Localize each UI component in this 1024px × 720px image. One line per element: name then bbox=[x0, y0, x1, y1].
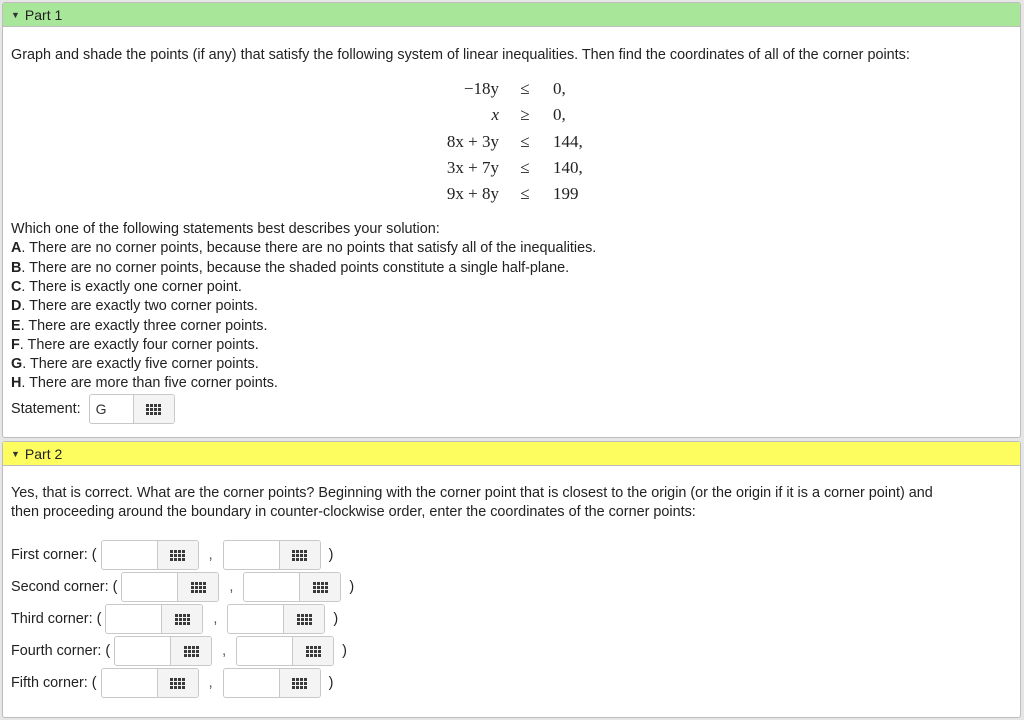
option-letter: A bbox=[11, 240, 22, 256]
corner-x-value[interactable] bbox=[122, 573, 177, 601]
corner-row-fourth bbox=[11, 636, 347, 666]
corner-label: Second corner: ( bbox=[11, 579, 118, 595]
inequality-rhs: 140, bbox=[553, 158, 583, 177]
corner-label: Fifth corner: ( bbox=[11, 675, 97, 691]
option-e bbox=[11, 318, 268, 334]
option-g bbox=[11, 356, 259, 372]
corner-x-input[interactable] bbox=[114, 636, 212, 666]
keypad-button[interactable] bbox=[292, 637, 333, 665]
corner-row-fifth bbox=[11, 668, 333, 698]
comma: , bbox=[222, 643, 227, 659]
corner-y-input[interactable] bbox=[236, 636, 334, 666]
keypad-icon[interactable] bbox=[191, 582, 206, 593]
corner-y-value[interactable] bbox=[244, 573, 299, 601]
keypad-button[interactable] bbox=[299, 573, 340, 601]
keypad-button[interactable] bbox=[161, 605, 202, 633]
part1-header[interactable] bbox=[3, 3, 1020, 27]
feedback-line-2: then proceeding around the boundary in counter-clockwise order, enter the coordinates of the corner points: bbox=[11, 504, 696, 520]
option-text: . There are more than five corner points. bbox=[21, 375, 278, 391]
close-paren: ) bbox=[328, 547, 334, 563]
corner-x-input[interactable] bbox=[101, 540, 199, 570]
statement-value[interactable]: G bbox=[95, 401, 107, 417]
close-paren: ) bbox=[342, 643, 347, 659]
keypad-icon[interactable] bbox=[313, 582, 328, 593]
keypad-icon[interactable] bbox=[175, 614, 190, 625]
part2-panel bbox=[2, 441, 1021, 718]
inequality-rhs: 0, bbox=[553, 105, 566, 124]
option-h bbox=[11, 375, 278, 391]
inequality-rhs: 0, bbox=[553, 79, 566, 98]
corner-y-value[interactable] bbox=[237, 637, 292, 665]
part1-title: Part 1 bbox=[24, 6, 63, 23]
corner-label: Fourth corner: ( bbox=[11, 643, 111, 659]
corner-x-value[interactable] bbox=[102, 669, 157, 697]
corner-x-input[interactable] bbox=[121, 572, 219, 602]
inequality-operator: ≤ bbox=[520, 79, 530, 98]
corner-y-input[interactable] bbox=[243, 572, 341, 602]
corner-x-input[interactable] bbox=[105, 604, 203, 634]
inequality-rhs: 144, bbox=[553, 132, 583, 151]
option-letter: C bbox=[11, 279, 22, 295]
corner-y-value[interactable] bbox=[228, 605, 283, 633]
option-text: . There is exactly one corner point. bbox=[21, 279, 242, 295]
corner-y-value[interactable] bbox=[224, 669, 279, 697]
keypad-icon[interactable] bbox=[297, 614, 312, 625]
inequality-operator: ≤ bbox=[520, 184, 530, 203]
corner-row-first bbox=[11, 540, 333, 570]
keypad-icon[interactable] bbox=[146, 404, 161, 415]
keypad-button[interactable] bbox=[133, 395, 174, 423]
keypad-button[interactable] bbox=[170, 637, 211, 665]
keypad-icon[interactable] bbox=[292, 550, 307, 561]
corner-y-input[interactable] bbox=[227, 604, 325, 634]
part2-title: Part 2 bbox=[24, 445, 63, 462]
part2-header[interactable] bbox=[3, 442, 1020, 466]
keypad-button[interactable] bbox=[157, 541, 198, 569]
inequality-row bbox=[3, 184, 1020, 204]
corner-row-second bbox=[11, 572, 354, 602]
statement-input[interactable] bbox=[89, 394, 175, 424]
inequality-lhs: x bbox=[491, 105, 499, 124]
corner-x-value[interactable] bbox=[102, 541, 157, 569]
comma: , bbox=[213, 611, 218, 627]
option-letter: B bbox=[11, 260, 22, 276]
keypad-icon[interactable] bbox=[306, 646, 321, 657]
inequality-operator: ≥ bbox=[520, 105, 530, 124]
option-letter: H bbox=[11, 375, 22, 391]
keypad-icon[interactable] bbox=[170, 550, 185, 561]
keypad-button[interactable] bbox=[279, 541, 320, 569]
inequality-row bbox=[3, 105, 1020, 125]
comma: , bbox=[229, 579, 234, 595]
corner-y-input[interactable] bbox=[223, 668, 321, 698]
keypad-button[interactable] bbox=[279, 669, 320, 697]
inequality-rhs: 199 bbox=[553, 184, 579, 203]
keypad-button[interactable] bbox=[157, 669, 198, 697]
corner-x-input[interactable] bbox=[101, 668, 199, 698]
inequality-lhs: 8x + 3y bbox=[446, 132, 499, 151]
option-c bbox=[11, 279, 242, 295]
option-text: . There are no corner points, because there are no points that satisfy all of the inequalities. bbox=[21, 240, 597, 256]
corner-label: First corner: ( bbox=[11, 547, 97, 563]
inequality-lhs: 9x + 8y bbox=[446, 184, 499, 203]
inequality-lhs: 3x + 7y bbox=[446, 158, 499, 177]
option-letter: D bbox=[11, 298, 22, 314]
option-text: . There are exactly three corner points. bbox=[20, 318, 268, 334]
corner-row-third bbox=[11, 604, 338, 634]
inequality-row bbox=[3, 132, 1020, 152]
inequality-row bbox=[3, 158, 1020, 178]
keypad-button[interactable] bbox=[283, 605, 324, 633]
corner-x-value[interactable] bbox=[106, 605, 161, 633]
option-d bbox=[11, 298, 258, 314]
question-text: Graph and shade the points (if any) that satisfy the following system of linear inequalities. Then find the coordinates of all of the corner points: bbox=[11, 47, 910, 63]
corner-x-value[interactable] bbox=[115, 637, 170, 665]
corner-label: Third corner: ( bbox=[11, 611, 102, 627]
option-letter: E bbox=[11, 318, 21, 334]
corner-y-input[interactable] bbox=[223, 540, 321, 570]
option-b bbox=[11, 260, 569, 276]
option-f bbox=[11, 337, 259, 353]
keypad-icon[interactable] bbox=[170, 678, 185, 689]
close-paren: ) bbox=[328, 675, 334, 691]
caret-down-icon[interactable]: ▼ bbox=[11, 9, 20, 20]
inequality-operator: ≤ bbox=[520, 132, 530, 151]
comma: , bbox=[208, 675, 213, 691]
inequality-operator: ≤ bbox=[520, 158, 530, 177]
feedback-line-1: Yes, that is correct. What are the corner points? Beginning with the corner point that is closest to the origin (or the origin if it is a corner point) and bbox=[11, 485, 933, 501]
option-letter: F bbox=[11, 337, 20, 353]
option-text: . There are exactly five corner points. bbox=[22, 356, 259, 372]
part1-panel bbox=[2, 2, 1021, 438]
caret-down-icon[interactable]: ▼ bbox=[11, 448, 20, 459]
inequality-row bbox=[3, 79, 1020, 99]
statement-label: Statement: bbox=[11, 401, 81, 417]
option-a bbox=[11, 240, 596, 256]
inequality-lhs: −18y bbox=[463, 79, 499, 98]
keypad-button[interactable] bbox=[177, 573, 218, 601]
keypad-icon[interactable] bbox=[184, 646, 199, 657]
option-text: . There are no corner points, because the shaded points constitute a single half-plane. bbox=[21, 260, 570, 276]
option-letter: G bbox=[11, 356, 23, 372]
prompt-text: Which one of the following statements best describes your solution: bbox=[11, 221, 440, 237]
statement-row bbox=[11, 394, 175, 424]
close-paren: ) bbox=[333, 611, 339, 627]
keypad-icon[interactable] bbox=[292, 678, 307, 689]
close-paren: ) bbox=[349, 579, 355, 595]
option-text: . There are exactly four corner points. bbox=[19, 337, 259, 353]
comma: , bbox=[208, 547, 213, 563]
option-text: . There are exactly two corner points. bbox=[21, 298, 258, 314]
corner-y-value[interactable] bbox=[224, 541, 279, 569]
